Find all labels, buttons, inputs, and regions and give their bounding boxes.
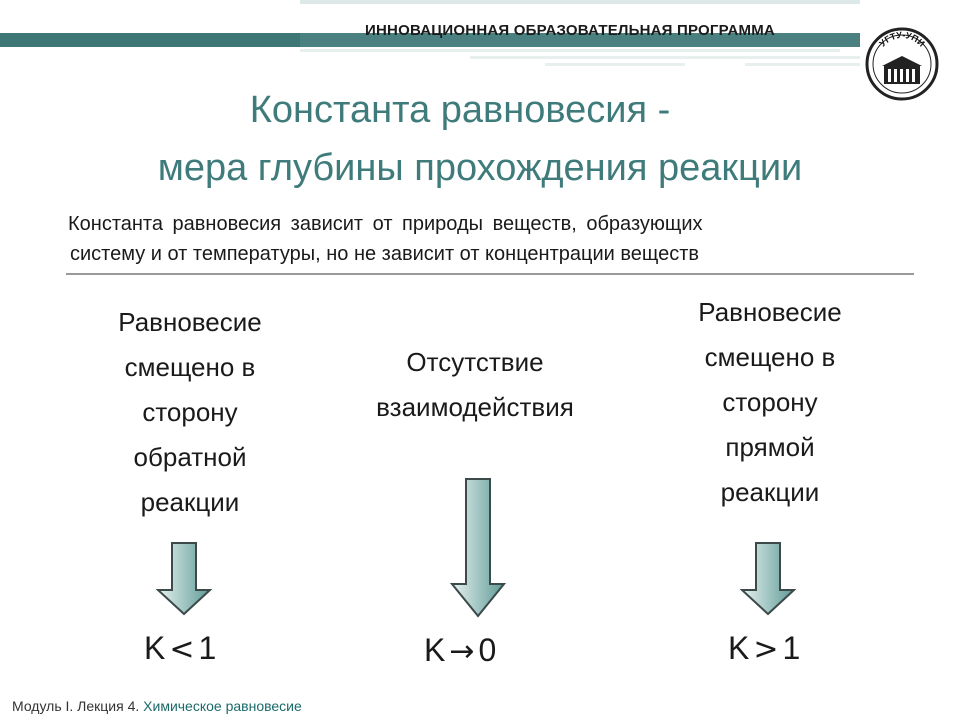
subtitle-line-1: Константа равновесия зависит от природы веществ, образующих bbox=[68, 213, 703, 235]
right-line-4: прямой bbox=[725, 432, 815, 462]
k-right-symbol: > bbox=[753, 632, 779, 667]
right-line-3: сторону bbox=[722, 387, 818, 417]
k-label-right bbox=[728, 630, 800, 667]
k-label-left bbox=[144, 630, 216, 667]
program-title: ИННОВАЦИОННАЯ ОБРАЗОВАТЕЛЬНАЯ ПРОГРАММА bbox=[365, 22, 775, 39]
left-line-5: реакции bbox=[140, 487, 240, 517]
k-right-value: 1 bbox=[782, 630, 801, 666]
arrow-down-left-icon bbox=[156, 542, 212, 616]
right-column-text bbox=[660, 290, 880, 515]
k-left-symbol: < bbox=[169, 632, 195, 667]
middle-line-1: Отсутствие bbox=[406, 347, 544, 377]
k-middle-symbol: → bbox=[449, 634, 475, 669]
arrow-down-middle-icon bbox=[450, 478, 506, 618]
right-line-2: смещено в bbox=[704, 342, 836, 372]
footer-topic: Химическое равновесие bbox=[143, 698, 302, 714]
left-line-1: Равновесие bbox=[118, 307, 262, 337]
k-right-letter: K bbox=[728, 630, 750, 666]
middle-line-2: взаимодействия bbox=[376, 392, 574, 422]
k-middle-letter: K bbox=[424, 632, 446, 668]
k-left-value: 1 bbox=[198, 630, 217, 666]
left-column-text bbox=[80, 300, 300, 525]
left-line-3: сторону bbox=[142, 397, 238, 427]
page-title-line-1: Константа равновесия - bbox=[249, 89, 671, 131]
subtitle-line-2: систему и от температуры, но не зависит от концентрации веществ bbox=[70, 243, 700, 265]
left-line-2: смещено в bbox=[124, 352, 256, 382]
header-band bbox=[0, 0, 860, 80]
divider bbox=[66, 273, 914, 275]
k-label-middle bbox=[424, 632, 496, 669]
right-line-1: Равновесие bbox=[698, 297, 842, 327]
left-line-4: обратной bbox=[133, 442, 247, 472]
right-line-5: реакции bbox=[720, 477, 820, 507]
arrow-down-right-icon bbox=[740, 542, 796, 616]
footer-module: Модуль I. Лекция 4. bbox=[12, 698, 140, 714]
logo-text: УГТУ-УПИ bbox=[877, 29, 927, 49]
k-middle-value: 0 bbox=[478, 632, 497, 668]
page-title-line-2: мера глубины прохождения реакции bbox=[157, 147, 803, 189]
footer bbox=[12, 698, 302, 714]
k-left-letter: K bbox=[144, 630, 166, 666]
middle-column-text bbox=[340, 340, 610, 430]
